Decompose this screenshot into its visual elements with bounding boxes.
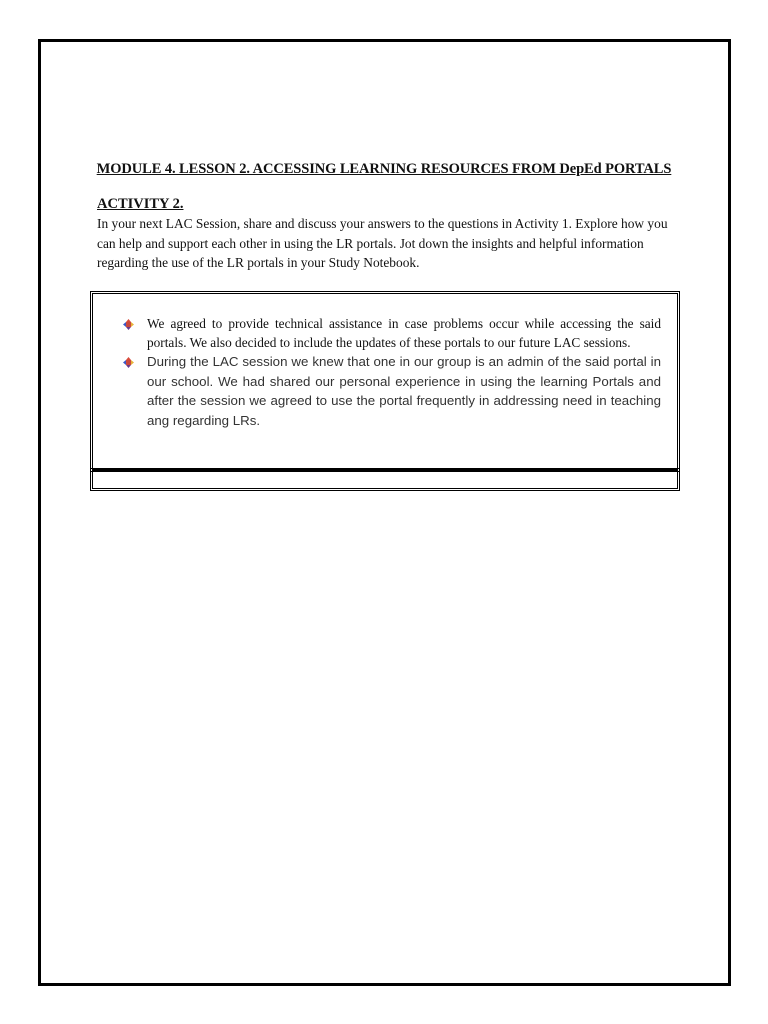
page-border (38, 39, 731, 986)
activity-instructions: In your next LAC Session, share and discuss your answers to the questions in Activity 1. Explore how you can help and support each other in using the LR portals. Jot down the insights and helpful information regarding the use of the LR portals in your Study Notebook. (97, 216, 668, 270)
answer-text-2: During the LAC session we knew that one in our group is an admin of the said portal in our school. We had shared our personal experience in using the learning Portals and after the session we agreed to use the portal frequently in addressing need in teaching ang regarding LRs. (147, 354, 661, 428)
answer-list (123, 314, 661, 430)
answer-item (123, 314, 661, 352)
module-title: MODULE 4. LESSON 2. ACCESSING LEARNING RESOURCES FROM DepEd PORTALS (96, 161, 672, 177)
answer-text-1: We agreed to provide technical assistance in case problems occur while accessing the said portals. We also decided to include the updates of these portals to our future LAC sessions. (147, 316, 661, 350)
activity-heading: ACTIVITY 2. (97, 196, 184, 212)
bullet-arrow-icon (123, 357, 134, 368)
answer-box-empty-row (90, 468, 680, 491)
bullet-arrow-icon (123, 319, 134, 330)
answer-item (123, 352, 661, 430)
answer-box (90, 291, 680, 472)
